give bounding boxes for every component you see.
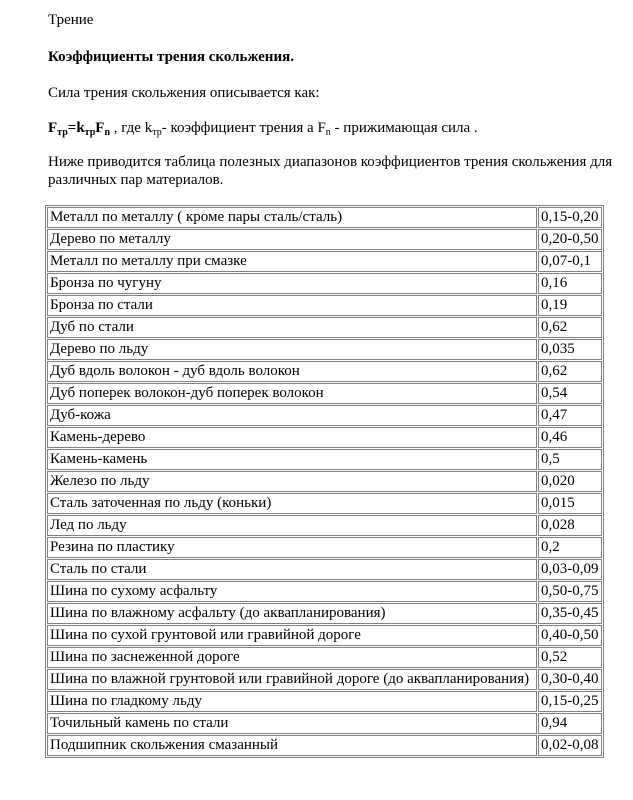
coefficient-cell: 0,5 xyxy=(538,449,602,470)
formula-eq: =k xyxy=(67,120,85,136)
table-row xyxy=(47,515,602,536)
material-cell: Металл по металлу ( кроме пары сталь/сталь) xyxy=(47,207,537,228)
material-cell: Шина по сухой грунтовой или гравийной дороге xyxy=(47,625,537,646)
table-row xyxy=(47,383,602,404)
coefficient-cell: 0,40-0,50 xyxy=(538,625,602,646)
table-row xyxy=(47,559,602,580)
coefficient-cell: 0,015 xyxy=(538,493,602,514)
coefficient-cell: 0,54 xyxy=(538,383,602,404)
coefficient-cell: 0,52 xyxy=(538,647,602,668)
coefficient-cell: 0,19 xyxy=(538,295,602,316)
coefficient-cell: 0,30-0,40 xyxy=(538,669,602,690)
table-row xyxy=(47,361,602,382)
table-row xyxy=(47,273,602,294)
formula-f2: F xyxy=(95,120,105,136)
table-row xyxy=(47,603,602,624)
coefficient-cell: 0,15-0,25 xyxy=(538,691,602,712)
friction-table xyxy=(45,205,604,758)
section-heading: Коэффициенты трения скольжения. xyxy=(48,49,294,65)
coefficient-cell: 0,020 xyxy=(538,471,602,492)
table-row xyxy=(47,339,602,360)
material-cell: Дуб-кожа xyxy=(47,405,537,426)
coefficient-cell: 0,2 xyxy=(538,537,602,558)
table-row xyxy=(47,625,602,646)
material-cell: Дерево по льду xyxy=(47,339,537,360)
table-row xyxy=(47,317,602,338)
material-cell: Железо по льду xyxy=(47,471,537,492)
table-row xyxy=(47,669,602,690)
material-cell: Шина по гладкому льду xyxy=(47,691,537,712)
table-row xyxy=(47,295,602,316)
coefficient-cell: 0,16 xyxy=(538,273,602,294)
material-cell: Сталь заточенная по льду (коньки) xyxy=(47,493,537,514)
coefficient-cell: 0,03-0,09 xyxy=(538,559,602,580)
material-cell: Шина по заснеженной дороге xyxy=(47,647,537,668)
material-cell: Подшипник скольжения смазанный xyxy=(47,735,537,756)
table-row xyxy=(47,427,602,448)
table-row xyxy=(47,449,602,470)
coefficient-cell: 0,62 xyxy=(538,317,602,338)
material-cell: Лед по льду xyxy=(47,515,537,536)
material-cell: Точильный камень по стали xyxy=(47,713,537,734)
intro-text: Сила трения скольжения описывается как: xyxy=(48,85,320,101)
material-cell: Камень-камень xyxy=(47,449,537,470)
table-row xyxy=(47,207,602,228)
formula-text-1: , где k xyxy=(110,120,153,136)
table-row xyxy=(47,581,602,602)
material-cell: Дерево по металлу xyxy=(47,229,537,250)
coefficient-cell: 0,15-0,20 xyxy=(538,207,602,228)
material-cell: Камень-дерево xyxy=(47,427,537,448)
formula-f2-sub: n xyxy=(104,127,111,138)
coefficient-cell: 0,028 xyxy=(538,515,602,536)
coefficient-cell: 0,35-0,45 xyxy=(538,603,602,624)
coefficient-cell: 0,035 xyxy=(538,339,602,360)
page-title: Трение xyxy=(48,12,94,28)
table-row xyxy=(47,471,602,492)
material-cell: Дуб по стали xyxy=(47,317,537,338)
table-row xyxy=(47,713,602,734)
coefficient-cell: 0,07-0,1 xyxy=(538,251,602,272)
table-row xyxy=(47,735,602,756)
formula-text-2: - коэффициент трения а F xyxy=(161,120,326,136)
material-cell: Металл по металлу при смазке xyxy=(47,251,537,272)
formula-text-3: - прижимающая сила . xyxy=(330,120,478,136)
material-cell: Шина по влажному асфальту (до аквапланирования) xyxy=(47,603,537,624)
material-cell: Дуб поперек волокон-дуб поперек волокон xyxy=(47,383,537,404)
formula-fn-sub: n xyxy=(325,127,331,138)
coefficient-cell: 0,47 xyxy=(538,405,602,426)
material-cell: Шина по сухому асфальту xyxy=(47,581,537,602)
friction-formula xyxy=(48,119,478,137)
material-cell: Шина по влажной грунтовой или гравийной дороге (до аквапланирования) xyxy=(47,669,537,690)
material-cell: Бронза по чугуну xyxy=(47,273,537,294)
formula-f: F xyxy=(48,120,58,136)
coefficient-cell: 0,20-0,50 xyxy=(538,229,602,250)
coefficient-cell: 0,02-0,08 xyxy=(538,735,602,756)
material-cell: Резина по пластику xyxy=(47,537,537,558)
table-note: Ниже приводится таблица полезных диапазонов коэффициентов трения скольжения для различных пар материалов. xyxy=(48,154,613,188)
coefficient-cell: 0,50-0,75 xyxy=(538,581,602,602)
material-cell: Сталь по стали xyxy=(47,559,537,580)
coefficient-cell: 0,46 xyxy=(538,427,602,448)
table-row xyxy=(47,647,602,668)
table-row xyxy=(47,537,602,558)
coefficient-cell: 0,62 xyxy=(538,361,602,382)
formula-f-sub: тр xyxy=(57,127,68,138)
table-row xyxy=(47,493,602,514)
material-cell: Бронза по стали xyxy=(47,295,537,316)
table-row xyxy=(47,405,602,426)
formula-k2-sub: тр xyxy=(152,127,162,138)
formula-k-sub: тр xyxy=(84,127,96,138)
table-row xyxy=(47,691,602,712)
table-row xyxy=(47,251,602,272)
material-cell: Дуб вдоль волокон - дуб вдоль волокон xyxy=(47,361,537,382)
coefficient-cell: 0,94 xyxy=(538,713,602,734)
table-row xyxy=(47,229,602,250)
